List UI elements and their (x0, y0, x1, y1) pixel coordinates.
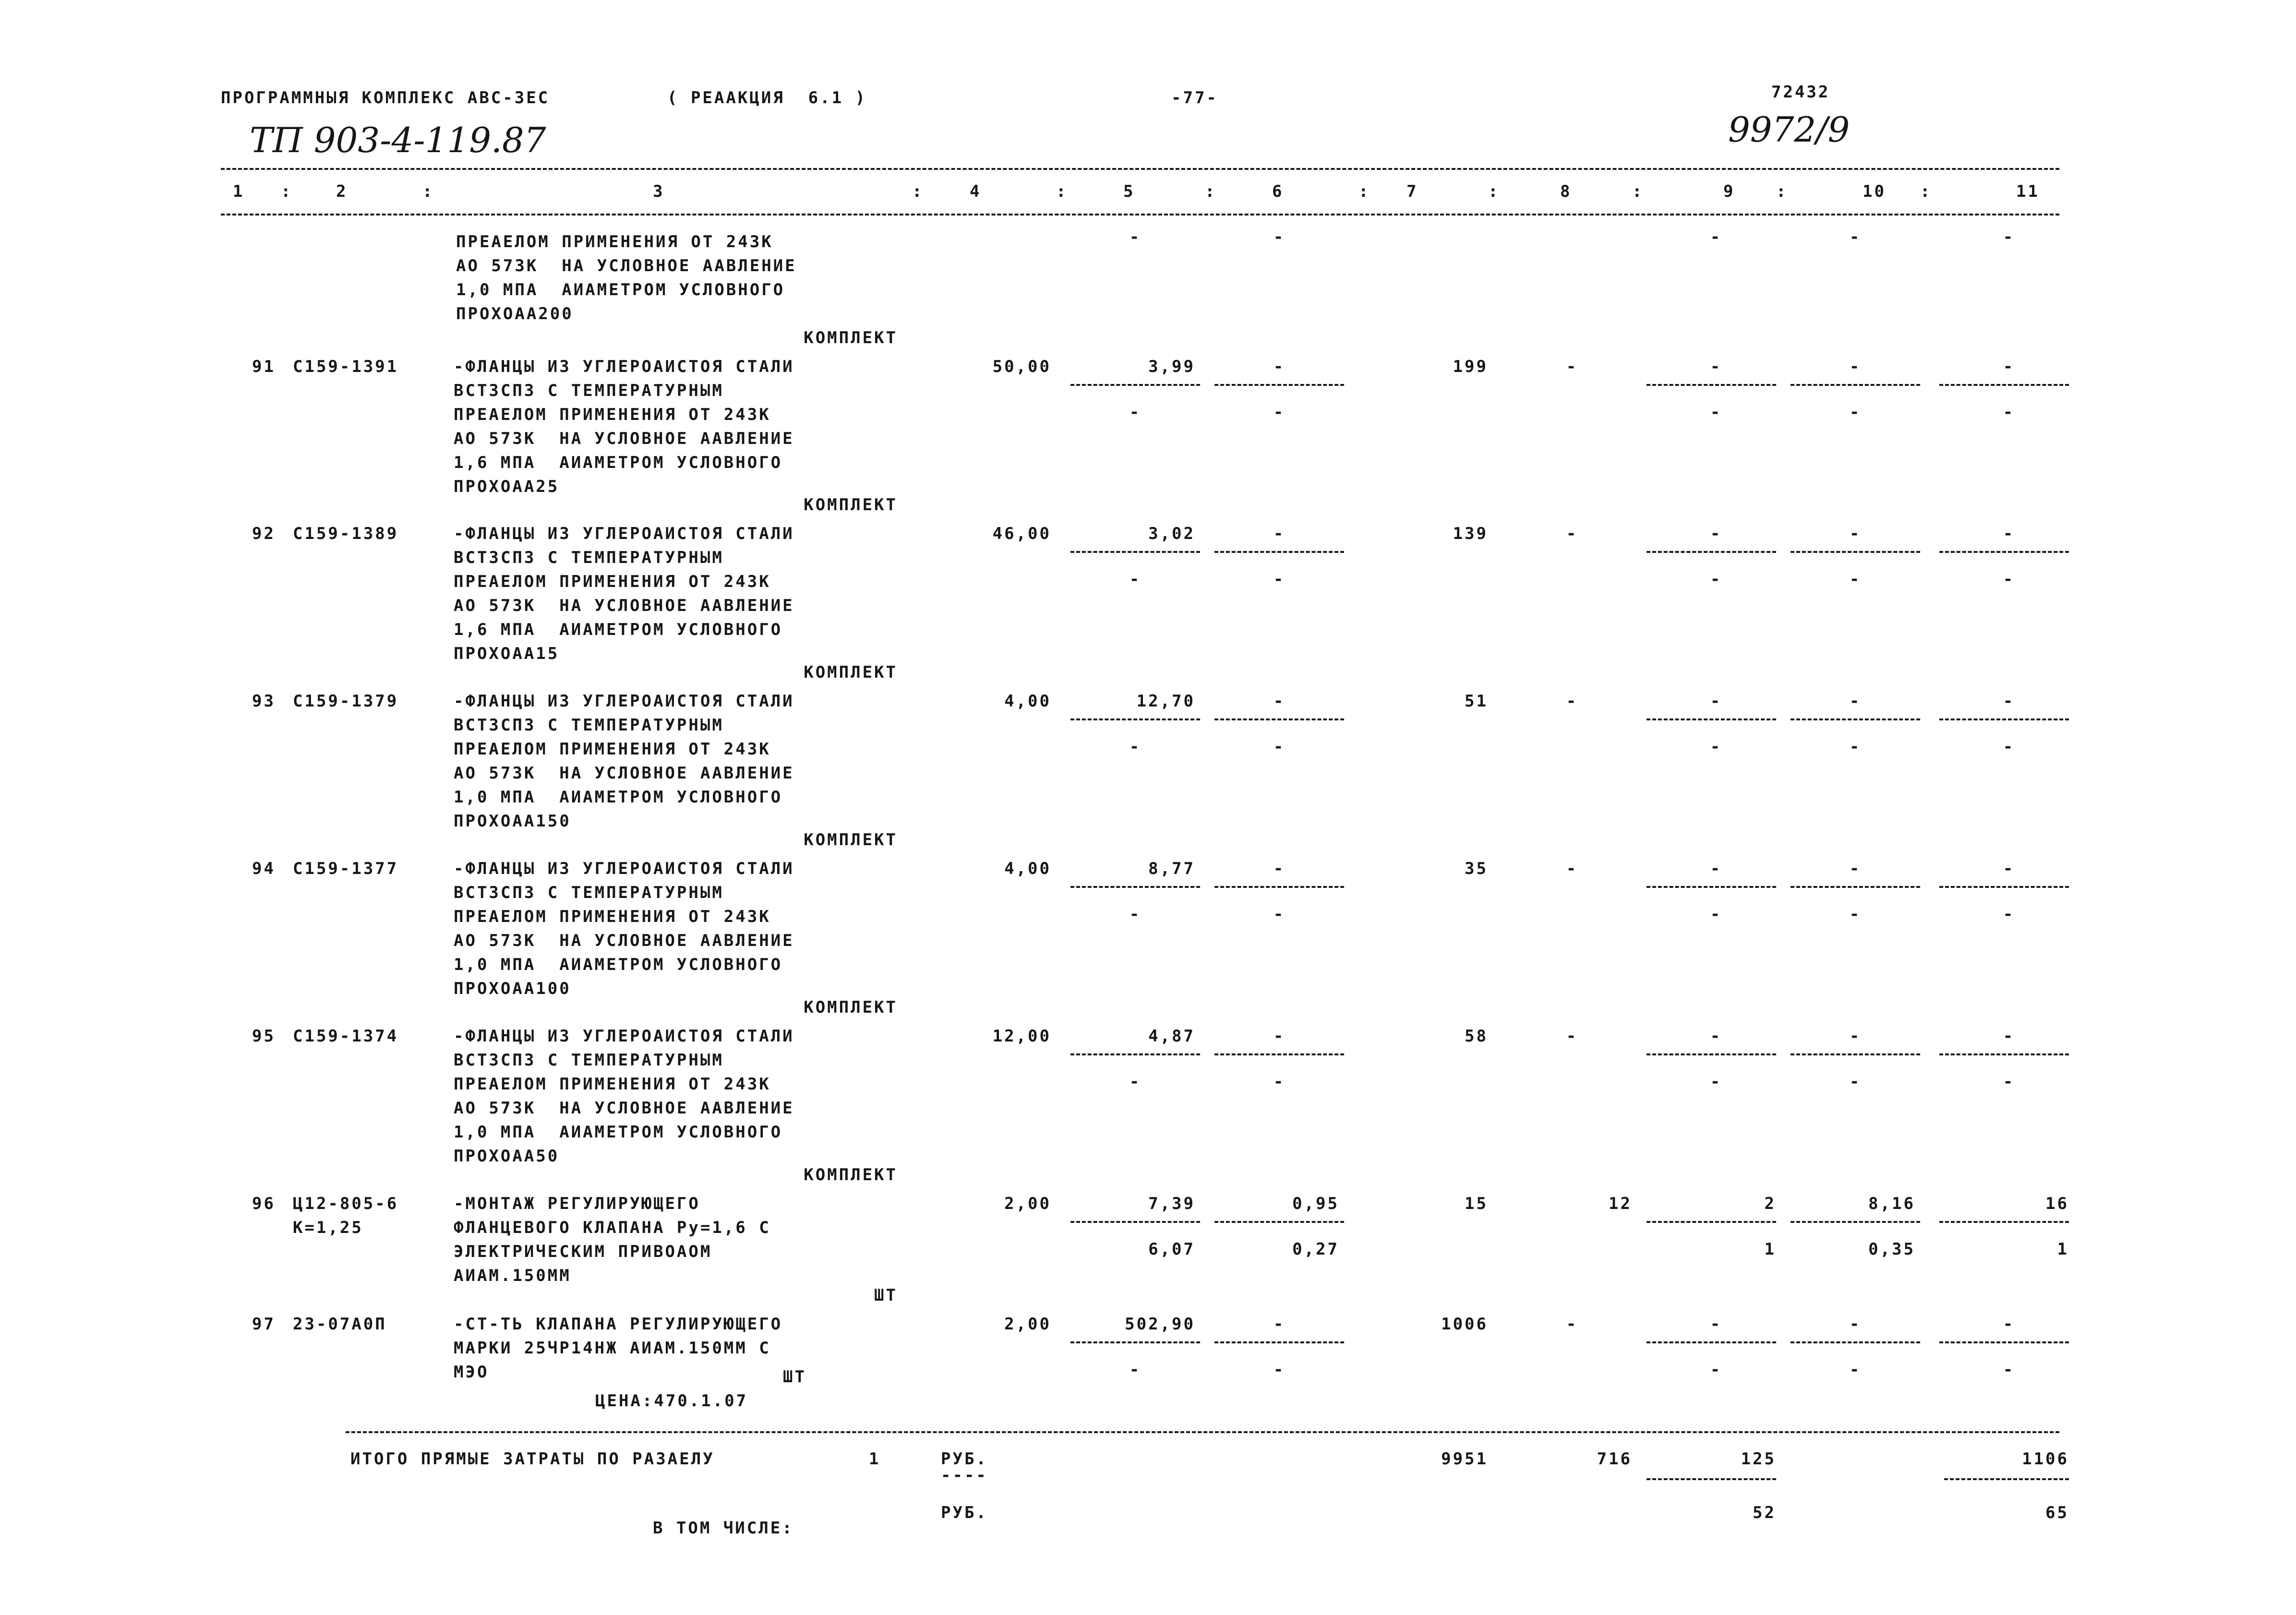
item-text-line: ПРОХОАА15 (454, 644, 560, 663)
item-c11: - (2003, 357, 2015, 376)
item-c9b: - (1710, 403, 1722, 422)
page-number: -77- (1171, 88, 1218, 108)
totals-col9-rule (1647, 1478, 1776, 1480)
column-number-1: 1 (233, 182, 245, 201)
item-c9-rule (1647, 1221, 1776, 1223)
item-c10-rule (1791, 1053, 1920, 1055)
item-code: С159-1374 (293, 1027, 399, 1046)
item-c10b: - (1849, 737, 1862, 756)
column-number-11: 11 (2016, 182, 2040, 201)
item-c11b: - (2003, 1360, 2015, 1379)
item-text-line: -СТ-ТЬ КЛАПАНА РЕГУЛИРУЮЩЕГО (454, 1315, 783, 1334)
item-text-line: ПРОХОАА50 (454, 1147, 560, 1166)
item-c9: - (1710, 1027, 1722, 1046)
item-quantity: 46,00 (992, 524, 1051, 543)
item-unit: ШТ (783, 1367, 806, 1387)
totals-currency-1: РУБ. (941, 1449, 988, 1469)
column-number-9: 9 (1723, 182, 1735, 201)
column-number-10: 10 (1863, 182, 1886, 201)
item-text-line: ВСТ3СП3 С ТЕМПЕРАТУРНЫМ (454, 548, 724, 567)
doc-code: 72432 (1771, 83, 1830, 102)
column-number-6: 6 (1272, 182, 1284, 201)
item-c6-rule (1214, 1053, 1344, 1055)
item-c11b: 1 (2057, 1240, 2069, 1259)
header-bottom-rule (221, 214, 2059, 215)
item-c5-rule (1070, 1053, 1200, 1055)
column-separator: : (1056, 182, 1068, 201)
item-text-line: ВСТ3СП3 С ТЕМПЕРАТУРНЫМ (454, 381, 724, 400)
totals-currency-rule: ---- (941, 1466, 988, 1485)
item-c8: 12 (1609, 1194, 1632, 1213)
totals-section: 1 (869, 1449, 881, 1469)
column-number-7: 7 (1406, 182, 1418, 201)
item-c10b: - (1849, 1360, 1862, 1379)
item-c10-rule (1791, 886, 1920, 888)
item-c9-rule (1647, 384, 1776, 386)
item-c9: - (1710, 859, 1722, 878)
item-code: С159-1377 (293, 859, 399, 878)
item-c10: - (1849, 357, 1862, 376)
item-c11b: - (2003, 570, 2015, 589)
item-c7: 1006 (1441, 1315, 1488, 1334)
item-c6: - (1273, 859, 1286, 878)
item-c10b: - (1849, 403, 1862, 422)
item-c10: - (1849, 859, 1862, 878)
item-price-reference: ЦЕНА:470.1.07 (595, 1391, 748, 1411)
item-c7: 15 (1465, 1194, 1488, 1213)
item-c6: - (1273, 357, 1286, 376)
continuation-c5: - (1129, 227, 1142, 247)
column-number-8: 8 (1560, 182, 1572, 201)
item-c8: - (1566, 692, 1578, 711)
sheet-code: 9972/9 (1728, 109, 1850, 150)
item-unit: КОМПЛЕКТ (804, 663, 898, 682)
continuation-text-line: ПРЕАЕЛОМ ПРИМЕНЕНИЯ ОТ 243К (456, 232, 773, 251)
item-c9: 2 (1764, 1194, 1776, 1213)
item-unit: КОМПЛЕКТ (804, 830, 898, 849)
item-c11b: - (2003, 905, 2015, 924)
item-c10: 8,16 (1868, 1194, 1915, 1213)
totals-col11-rule (1944, 1478, 2069, 1480)
item-c10b: - (1849, 570, 1862, 589)
item-c6b: - (1273, 1360, 1286, 1379)
item-c8: - (1566, 524, 1578, 543)
item-c6b: - (1273, 403, 1286, 422)
item-c6-rule (1214, 551, 1344, 553)
item-c11: 16 (2045, 1194, 2069, 1213)
header-top-rule (221, 168, 2059, 170)
item-c5-rule (1070, 384, 1200, 386)
item-c5b: - (1129, 1072, 1142, 1091)
item-c9b: 1 (1764, 1240, 1776, 1259)
item-c11: - (2003, 692, 2015, 711)
item-c5: 12,70 (1136, 692, 1195, 711)
totals-col9: 125 (1741, 1449, 1776, 1469)
item-c6: - (1273, 1315, 1286, 1334)
item-unit: КОМПЛЕКТ (804, 1165, 898, 1184)
item-code: 23-07А0П (293, 1315, 387, 1334)
item-c11-rule (1939, 886, 2069, 888)
item-c11-rule (1939, 1221, 2069, 1223)
column-number-5: 5 (1123, 182, 1135, 201)
column-separator: : (1776, 182, 1788, 201)
column-separator: : (1358, 182, 1370, 201)
item-text-line: 1,6 МПА АИАМЕТРОМ УСЛОВНОГО (454, 453, 783, 472)
item-c5: 502,90 (1125, 1315, 1195, 1334)
item-c10: - (1849, 692, 1862, 711)
item-c7: 51 (1465, 692, 1488, 711)
item-c9-rule (1647, 886, 1776, 888)
item-text-line: ПРЕАЕЛОМ ПРИМЕНЕНИЯ ОТ 243К (454, 907, 771, 926)
item-text-line: 1,0 МПА АИАМЕТРОМ УСЛОВНОГО (454, 788, 783, 807)
totals-including: В ТОМ ЧИСЛЕ: (653, 1519, 794, 1538)
item-c11-rule (1939, 384, 2069, 386)
item-text-line: -ФЛАНЦЫ ИЗ УГЛЕРОАИСТОЯ СТАЛИ (454, 692, 794, 711)
item-number: 97 (252, 1315, 276, 1334)
item-c11b: - (2003, 1072, 2015, 1091)
item-c10: - (1849, 1315, 1862, 1334)
item-c5: 7,39 (1148, 1194, 1195, 1213)
item-text-line: -ФЛАНЦЫ ИЗ УГЛЕРОАИСТОЯ СТАЛИ (454, 524, 794, 543)
column-separator: : (1488, 182, 1500, 201)
item-c11-rule (1939, 1053, 2069, 1055)
item-text-line: 1,0 МПА АИАМЕТРОМ УСЛОВНОГО (454, 1123, 783, 1142)
program-name: ПРОГРАММНЫЯ КОМПЛЕКС АВС-ЗЕС (221, 88, 550, 108)
column-separator: : (1632, 182, 1644, 201)
item-c10-rule (1791, 718, 1920, 720)
column-number-4: 4 (970, 182, 982, 201)
item-c10: - (1849, 1027, 1862, 1046)
item-c6-rule (1214, 384, 1344, 386)
item-text-line: МЭО (454, 1363, 489, 1382)
item-text-line: ПРЕАЕЛОМ ПРИМЕНЕНИЯ ОТ 243К (454, 740, 771, 759)
item-c9: - (1710, 692, 1722, 711)
column-number-2: 2 (336, 182, 348, 201)
item-quantity: 50,00 (992, 357, 1051, 376)
item-text-line: ПРЕАЕЛОМ ПРИМЕНЕНИЯ ОТ 243К (454, 1075, 771, 1094)
item-text-line: ПРЕАЕЛОМ ПРИМЕНЕНИЯ ОТ 243К (454, 405, 771, 424)
column-separator: : (912, 182, 924, 201)
continuation-c9: - (1710, 227, 1722, 247)
item-c8: - (1566, 1027, 1578, 1046)
item-text-line: -ФЛАНЦЫ ИЗ УГЛЕРОАИСТОЯ СТАЛИ (454, 859, 794, 878)
item-number: 94 (252, 859, 276, 878)
item-text-line: ВСТ3СП3 С ТЕМПЕРАТУРНЫМ (454, 1051, 724, 1070)
item-c5: 8,77 (1148, 859, 1195, 878)
totals-col11-b: 65 (2045, 1503, 2069, 1522)
item-text-line: ВСТ3СП3 С ТЕМПЕРАТУРНЫМ (454, 716, 724, 735)
item-quantity: 2,00 (1004, 1194, 1051, 1213)
item-text-line: МАРКИ 25ЧР14НЖ АИАМ.150ММ С (454, 1339, 771, 1358)
item-text-line: АО 573К НА УСЛОВНОЕ АAВЛЕНИЕ (454, 429, 794, 448)
item-c5-rule (1070, 1341, 1200, 1343)
item-c10b: - (1849, 905, 1862, 924)
column-separator: : (281, 182, 293, 201)
totals-label: ИТОГО ПРЯМЫЕ ЗАТРАТЫ ПО РАЗАЕЛУ (350, 1449, 715, 1469)
item-c8: - (1566, 859, 1578, 878)
item-c9-rule (1647, 718, 1776, 720)
item-c8: - (1566, 1315, 1578, 1334)
continuation-c11: - (2003, 227, 2015, 247)
item-c9-rule (1647, 1341, 1776, 1343)
item-c9-rule (1647, 1053, 1776, 1055)
item-c5-rule (1070, 886, 1200, 888)
item-c11-rule (1939, 718, 2069, 720)
item-c9: - (1710, 357, 1722, 376)
item-c9: - (1710, 1315, 1722, 1334)
item-unit: КОМПЛЕКТ (804, 328, 898, 347)
item-c5b: - (1129, 737, 1142, 756)
item-c7: 139 (1453, 524, 1488, 543)
program-revision: ( РЕААКЦИЯ 6.1 ) (667, 88, 867, 108)
item-text-line: ФЛАНЦЕВОГО КЛАПАНА Ру=1,6 С (454, 1218, 771, 1237)
item-c10-rule (1791, 551, 1920, 553)
item-quantity: 4,00 (1004, 859, 1051, 878)
item-c6: - (1273, 524, 1286, 543)
item-text-line: АО 573К НА УСЛОВНОЕ АAВЛЕНИЕ (454, 764, 794, 783)
item-c6: - (1273, 1027, 1286, 1046)
item-unit: КОМПЛЕКТ (804, 998, 898, 1017)
totals-col7: 9951 (1441, 1449, 1488, 1469)
item-c5b: 6,07 (1148, 1240, 1195, 1259)
item-c11: - (2003, 524, 2015, 543)
totals-rule (346, 1431, 2059, 1433)
item-c10b: 0,35 (1868, 1240, 1915, 1259)
item-number: 92 (252, 524, 276, 543)
item-c10-rule (1791, 1341, 1920, 1343)
column-separator: : (1205, 182, 1217, 201)
item-text-line: -МОНТАЖ РЕГУЛИРУЮЩЕГО (454, 1194, 700, 1213)
item-c5: 3,99 (1148, 357, 1195, 376)
item-c9b: - (1710, 905, 1722, 924)
item-c9-rule (1647, 551, 1776, 553)
totals-col11: 1106 (2022, 1449, 2069, 1469)
item-c8: - (1566, 357, 1578, 376)
item-c6-rule (1214, 718, 1344, 720)
item-text-line: ПРОХОАА150 (454, 812, 571, 831)
item-c5b: - (1129, 403, 1142, 422)
continuation-text-line: ПРОХОАА200 (456, 304, 574, 323)
item-quantity: 4,00 (1004, 692, 1051, 711)
item-c9: - (1710, 524, 1722, 543)
item-number: 93 (252, 692, 276, 711)
item-c11b: - (2003, 403, 2015, 422)
item-code: С159-1391 (293, 357, 399, 376)
item-c6b: - (1273, 1072, 1286, 1091)
item-text-line: АО 573К НА УСЛОВНОЕ АAВЛЕНИЕ (454, 1099, 794, 1118)
item-c5: 4,87 (1148, 1027, 1195, 1046)
item-c11: - (2003, 859, 2015, 878)
item-text-line: -ФЛАНЦЫ ИЗ УГЛЕРОАИСТОЯ СТАЛИ (454, 1027, 794, 1046)
item-c9b: - (1710, 1360, 1722, 1379)
item-text-line: ПРОХОАА100 (454, 979, 571, 998)
item-text-line: 1,6 МПА АИАМЕТРОМ УСЛОВНОГО (454, 620, 783, 639)
totals-col8: 716 (1597, 1449, 1632, 1469)
totals-col9-b: 52 (1753, 1503, 1776, 1522)
item-c10b: - (1849, 1072, 1862, 1091)
item-c9b: - (1710, 737, 1722, 756)
continuation-c10: - (1849, 227, 1862, 247)
item-c5b: - (1129, 1360, 1142, 1379)
item-code: С159-1379 (293, 692, 399, 711)
item-text-line: -ФЛАНЦЫ ИЗ УГЛЕРОАИСТОЯ СТАЛИ (454, 357, 794, 376)
continuation-c6: - (1273, 227, 1286, 247)
item-c6-rule (1214, 1341, 1344, 1343)
item-c10: - (1849, 524, 1862, 543)
column-separator: : (1920, 182, 1932, 201)
item-code: Ц12-805-6 (293, 1194, 399, 1213)
item-text-line: АО 573К НА УСЛОВНОЕ АAВЛЕНИЕ (454, 596, 794, 615)
item-c5: 3,02 (1148, 524, 1195, 543)
item-c5b: - (1129, 905, 1142, 924)
totals-currency-2: РУБ. (941, 1503, 988, 1522)
item-code: С159-1389 (293, 524, 399, 543)
item-c5b: - (1129, 570, 1142, 589)
item-c11: - (2003, 1027, 2015, 1046)
item-c6b: 0,27 (1292, 1240, 1339, 1259)
column-number-3: 3 (653, 182, 665, 201)
item-number: 96 (252, 1194, 276, 1213)
item-c5-rule (1070, 551, 1200, 553)
item-text-line: ПРОХОАА25 (454, 477, 560, 496)
item-c6b: - (1273, 905, 1286, 924)
item-c6b: - (1273, 570, 1286, 589)
item-c9b: - (1710, 570, 1722, 589)
item-c7: 35 (1465, 859, 1488, 878)
item-number: 91 (252, 357, 276, 376)
item-c10-rule (1791, 1221, 1920, 1223)
item-text-line: ВСТ3СП3 С ТЕМПЕРАТУРНЫМ (454, 883, 724, 902)
item-quantity: 12,00 (992, 1027, 1051, 1046)
item-text-line: 1,0 МПА АИАМЕТРОМ УСЛОВНОГО (454, 955, 783, 974)
item-code-coefficient: К=1,25 (293, 1218, 363, 1237)
item-unit: КОМПЛЕКТ (804, 495, 898, 514)
item-c11b: - (2003, 737, 2015, 756)
column-separator: : (422, 182, 434, 201)
item-c6: - (1273, 692, 1286, 711)
item-c6b: - (1273, 737, 1286, 756)
item-c10-rule (1791, 384, 1920, 386)
item-c6: 0,95 (1292, 1194, 1339, 1213)
project-code: ТП 903-4-119.87 (250, 120, 546, 160)
item-c7: 199 (1453, 357, 1488, 376)
item-c9b: - (1710, 1072, 1722, 1091)
item-text-line: ЭЛЕКТРИЧЕСКИМ ПРИВОАОМ (454, 1242, 712, 1261)
item-text-line: АИАМ.150ММ (454, 1266, 571, 1285)
item-unit: ШТ (874, 1286, 898, 1305)
item-c11-rule (1939, 1341, 2069, 1343)
item-quantity: 2,00 (1004, 1315, 1051, 1334)
continuation-text-line: 1,0 МПА АИАМЕТРОМ УСЛОВНОГО (456, 280, 785, 299)
item-number: 95 (252, 1027, 276, 1046)
item-c11-rule (1939, 551, 2069, 553)
item-text-line: ПРЕАЕЛОМ ПРИМЕНЕНИЯ ОТ 243К (454, 572, 771, 591)
item-text-line: АО 573К НА УСЛОВНОЕ АAВЛЕНИЕ (454, 931, 794, 950)
item-c5-rule (1070, 718, 1200, 720)
item-c7: 58 (1465, 1027, 1488, 1046)
item-c6-rule (1214, 886, 1344, 888)
continuation-text-line: АО 573К НА УСЛОВНОЕ АAВЛЕНИЕ (456, 256, 797, 275)
item-c6-rule (1214, 1221, 1344, 1223)
item-c11: - (2003, 1315, 2015, 1334)
item-c5-rule (1070, 1221, 1200, 1223)
